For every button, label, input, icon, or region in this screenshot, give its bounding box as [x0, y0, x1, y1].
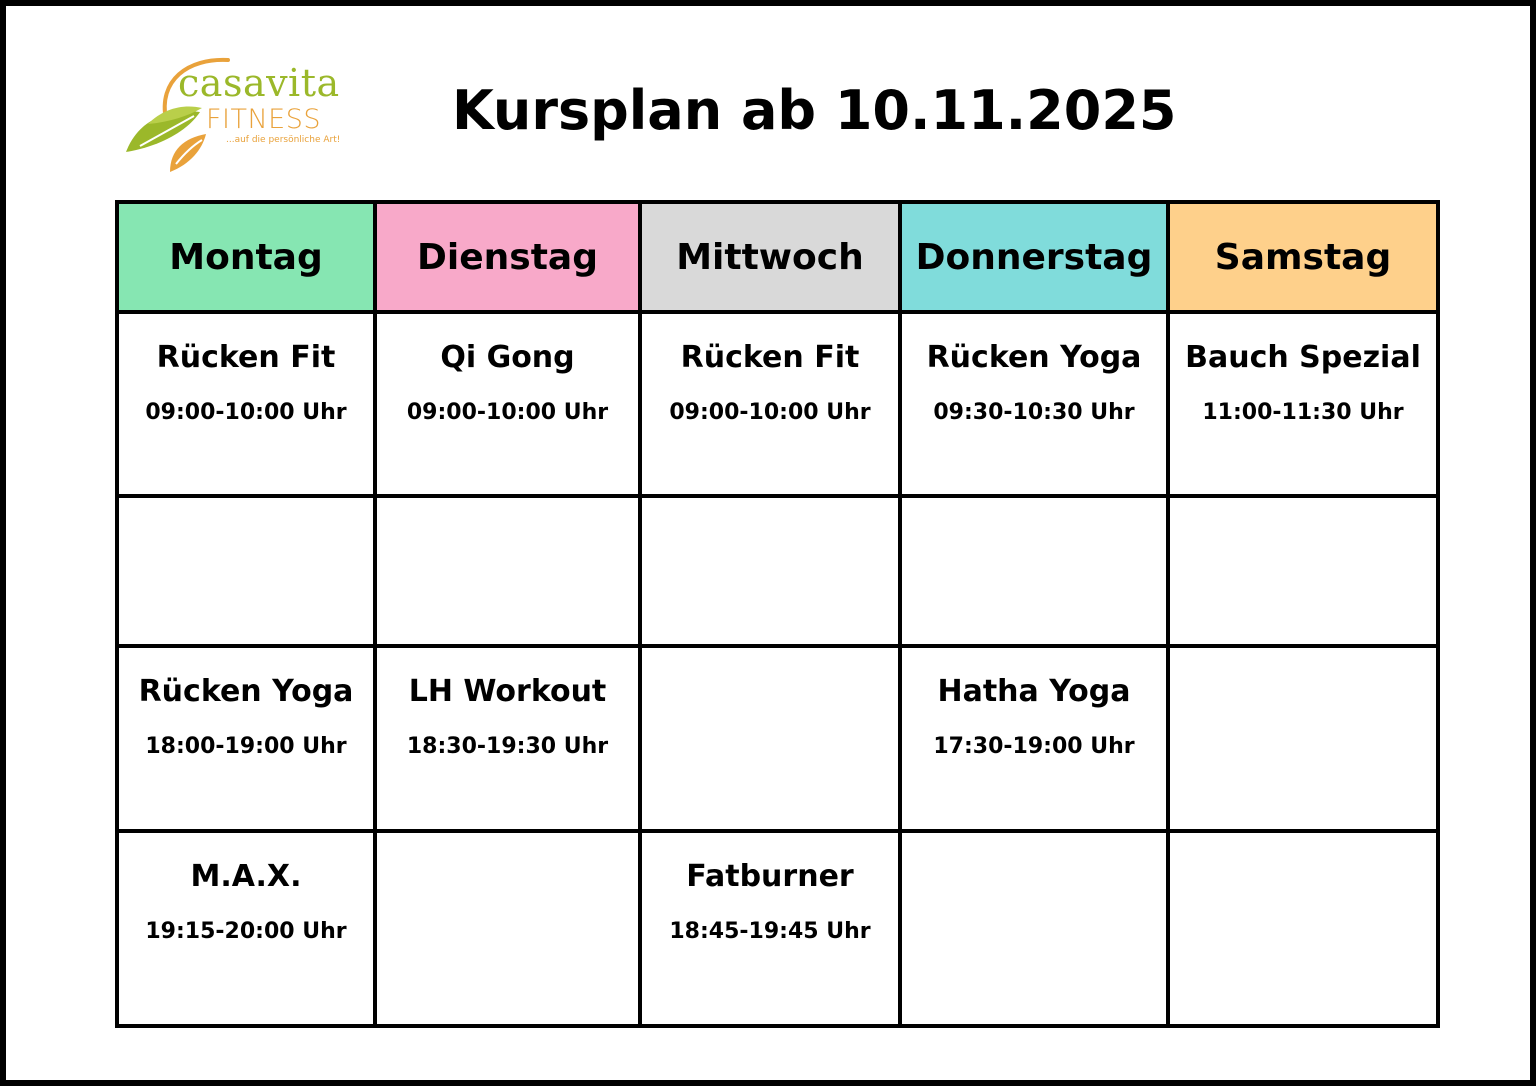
logo-fitness-text: FITNESS — [206, 104, 322, 135]
course-time: 09:00-10:00 Uhr — [669, 400, 871, 425]
schedule-cell — [900, 646, 1168, 831]
course-name: Qi Gong — [440, 340, 575, 375]
course-name: Rücken Yoga — [926, 340, 1142, 375]
weekday-header-row — [117, 202, 1438, 312]
schedule-row — [117, 646, 1438, 831]
day-header-samstag: Samstag — [1168, 202, 1438, 312]
course-time: 19:15-20:00 Uhr — [145, 919, 347, 944]
schedule-row — [117, 831, 1438, 1026]
schedule-cell — [640, 312, 900, 496]
course-time: 17:30-19:00 Uhr — [933, 734, 1135, 759]
course-name: LH Workout — [408, 674, 607, 709]
logo-brand-text: casavita — [178, 61, 340, 105]
page-title: Kursplan ab 10.11.2025 — [452, 79, 1177, 142]
schedule-cell — [375, 496, 640, 646]
course-name: Rücken Fit — [156, 340, 336, 375]
schedule-cell — [640, 496, 900, 646]
schedule-cell — [900, 496, 1168, 646]
schedule-cell — [375, 831, 640, 1026]
schedule-row — [117, 496, 1438, 646]
course-time: 18:00-19:00 Uhr — [145, 734, 347, 759]
schedule-cell — [900, 831, 1168, 1026]
course-name: M.A.X. — [190, 859, 302, 894]
schedule-cell — [117, 646, 375, 831]
schedule-cell — [375, 646, 640, 831]
day-header-mittwoch: Mittwoch — [640, 202, 900, 312]
course-time: 18:30-19:30 Uhr — [406, 734, 609, 759]
schedule-cell — [1168, 831, 1438, 1026]
schedule-cell — [640, 646, 900, 831]
course-time: 09:30-10:30 Uhr — [933, 400, 1135, 425]
schedule-cell — [1168, 312, 1438, 496]
schedule-row — [117, 312, 1438, 496]
course-time: 09:00-10:00 Uhr — [145, 400, 347, 425]
schedule-cell — [117, 496, 375, 646]
course-schedule-table — [115, 200, 1440, 1028]
schedule-cell — [117, 831, 375, 1026]
schedule-cell — [900, 312, 1168, 496]
schedule-cell — [1168, 496, 1438, 646]
casavita-logo — [118, 50, 348, 180]
logo-tagline: ...auf die persönliche Art! — [226, 135, 341, 145]
course-time: 11:00-11:30 Uhr — [1202, 400, 1404, 425]
course-name: Hatha Yoga — [937, 674, 1131, 709]
day-header-montag: Montag — [117, 202, 375, 312]
schedule-cell — [1168, 646, 1438, 831]
day-header-dienstag: Dienstag — [375, 202, 640, 312]
schedule-cell — [640, 831, 900, 1026]
schedule-cell — [375, 312, 640, 496]
course-name: Rücken Yoga — [138, 674, 354, 709]
course-name: Fatburner — [686, 859, 854, 894]
schedule-cell — [117, 312, 375, 496]
course-name: Rücken Fit — [680, 340, 860, 375]
course-time: 09:00-10:00 Uhr — [406, 400, 609, 425]
day-header-donnerstag: Donnerstag — [900, 202, 1168, 312]
course-name: Bauch Spezial — [1185, 340, 1421, 375]
course-time: 18:45-19:45 Uhr — [669, 919, 871, 944]
